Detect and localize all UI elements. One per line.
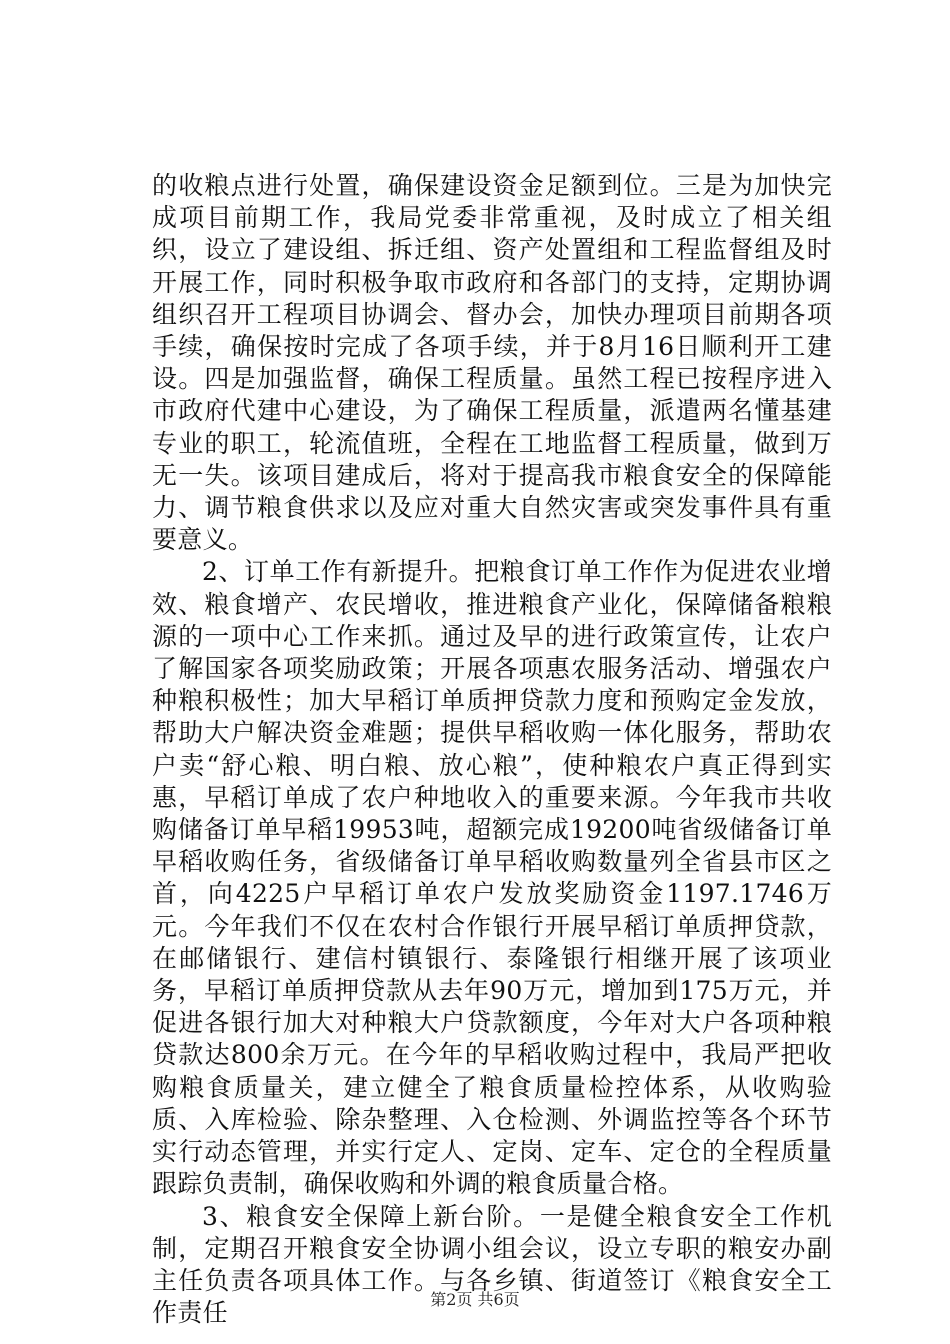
paragraph-continuation: 的收粮点进行处置，确保建设资金足额到位。三是为加快完成项目前期工作，我局党委非常重视，及时成立了相关组织，设立了建设组、拆迁组、资产处置组和工程监督组及时开展工作，同时积极争取市政府和各部门的支持，定期协调组织召开工程项目协调会、督办会，加快办理项目前期各项手续，确保按时完成了各项手续，并于8月16日顺利开工建设。四是加强监督，确保工程质量。虽然工程已按程序进入市政府代建中心建设，为了确保工程质量，派遣两名懂基建专业的职工，轮流值班，全程在工地监督工程质量，做到万无一失。该项目建成后，将对于提高我市粮食安全的保障能力、调节粮食供求以及应对重大自然灾害或突发事件具有重要意义。 [152, 171, 832, 555]
page-footer [0, 1290, 950, 1310]
document-body [152, 170, 832, 1329]
page-number-label: 第2页 共6页 [430, 1290, 520, 1309]
paragraph-food-security: 3、粮食安全保障上新台阶。一是健全粮食安全工作机制，定期召开粮食安全协调小组会议，设立专职的粮安办副主任负责各项具体工作。与各乡镇、街道签订《粮食安全工作责任 [152, 1201, 832, 1328]
paragraph-order-work: 2、订单工作有新提升。把粮食订单工作作为促进农业增效、粮食增产、农民增收，推进粮食产业化，保障储备粮粮源的一项中心工作来抓。通过及早的进行政策宣传，让农户了解国家各项奖励政策；开展各项惠农服务活动、增强农户种粮积极性；加大早稻订单质押贷款力度和预购定金发放，帮助大户解决资金难题；提供早稻收购一体化服务，帮助农户卖“舒心粮、明白粮、放心粮”，使种粮农户真正得到实惠，早稻订单成了农户种地收入的重要来源。今年我市共收购储备订单早稻19953吨，超额完成19200吨省级储备订单早稻收购任务，省级储备订单早稻收购数量列全省县市区之首，向4225户早稻订单农户发放奖励资金1197.1746万元。今年我们不仅在农村合作银行开展早稻订单质押贷款，在邮储银行、建信村镇银行、泰隆银行相继开展了该项业务，早稻订单质押贷款从去年90万元，增加到175万元，并促进各银行加大对种粮大户贷款额度，今年对大户各项种粮贷款达800余万元。在今年的早稻收购过程中，我局严把收购粮食质量关，建立健全了粮食质量检控体系，从收购验质、入库检验、除杂整理、入仓检测、外调监控等各个环节实行动态管理，并实行定人、定岗、定车、定仓的全程质量跟踪负责制，确保收购和外调的粮食质量合格。 [152, 557, 832, 1199]
